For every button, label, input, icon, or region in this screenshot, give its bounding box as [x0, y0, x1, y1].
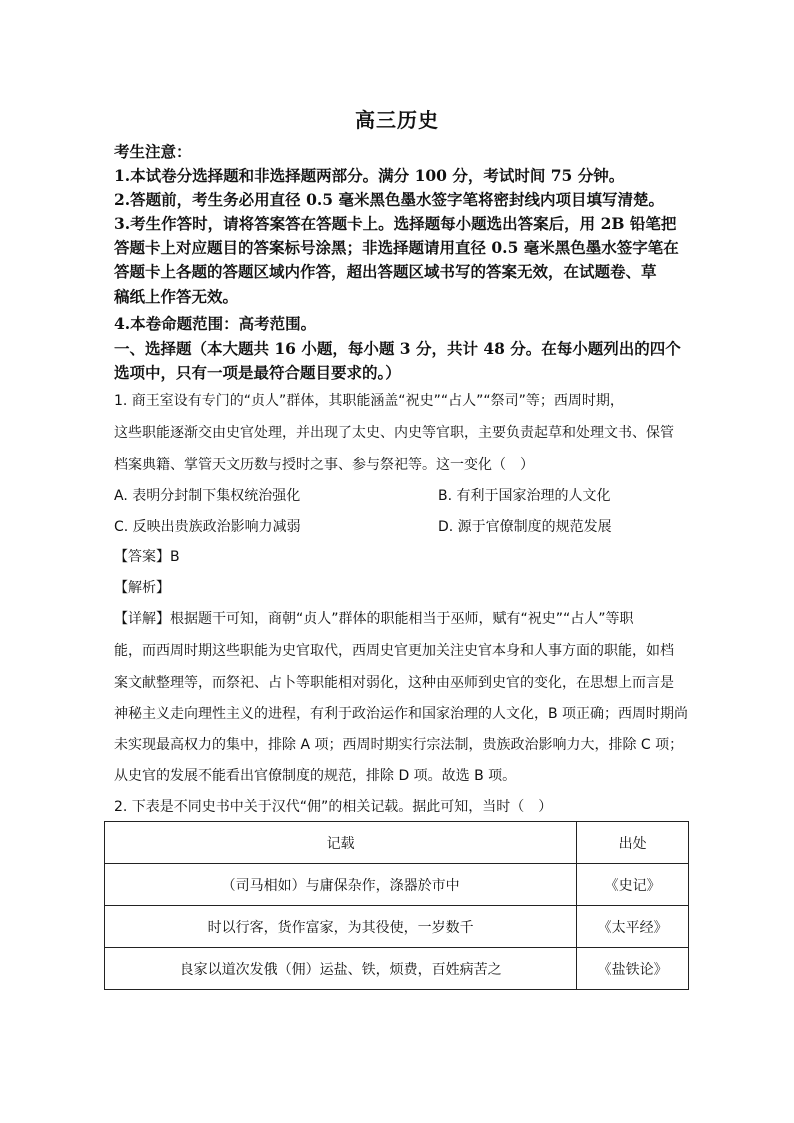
notice-line: 答题卡上各题的答题区域内作答，超出答题区域书写的答案无效，在试题卷、草	[114, 262, 657, 281]
table-header-row	[105, 822, 689, 864]
q1-detail-line: 能，而西周时期这些职能为史官取代，西周史官更加关注史官本身和人事方面的职能，如档	[114, 643, 674, 659]
table-cell-record: （司马相如）与庸保杂作，涤器於市中	[105, 864, 577, 906]
section-heading: 选项中，只有一项是最符合题目要求的。）	[114, 363, 401, 382]
table-cell-source: 《史记》	[577, 864, 689, 906]
table-row	[105, 864, 689, 906]
q1-option-b: B. 有利于国家治理的人文化	[438, 488, 611, 504]
table-cell-source: 《太平经》	[577, 906, 689, 948]
q1-analysis-label: 【解析】	[114, 580, 170, 596]
notice-line: 4.本卷命题范围：高考范围。	[114, 314, 317, 333]
q2-stem: 2. 下表是不同史书中关于汉代“佣”的相关记载。据此可知，当时（ ）	[114, 799, 553, 815]
notice-line: 答题卡上对应题目的答案标号涂黑；非选择题请用直径 0.5 毫米黑色墨水签字笔在	[114, 238, 679, 257]
notice-line: 稿纸上作答无效。	[114, 287, 239, 306]
table-header-cell: 出处	[577, 822, 689, 864]
q1-stem-line: 这些职能逐渐交由史官处理，并出现了太史、内史等官职，主要负责起草和处理文书、保管	[114, 425, 674, 441]
q1-stem-line: 档案典籍、掌管天文历数与授时之事、参与祭祀等。这一变化（ ）	[114, 457, 534, 473]
notice-line: 2.答题前，考生务必用直径 0.5 毫米黑色墨水签字笔将密封线内项目填写清楚。	[114, 190, 664, 209]
table-cell-source: 《盐铁论》	[577, 948, 689, 990]
table-cell-record: 良家以道次发俄（佣）运盐、铁，烦费，百姓病苦之	[105, 948, 577, 990]
q1-answer: 【答案】B	[114, 549, 180, 565]
q1-detail-line: 未实现最高权力的集中，排除 A 项；西周时期实行宗法制，贵族政治影响力大，排除 C 项；	[114, 737, 684, 753]
table-row	[105, 948, 689, 990]
notice-line: 3.考生作答时，请将答案答在答题卡上。选择题每小题选出答案后，用 2B 铅笔把	[114, 214, 677, 233]
q1-option-d: D. 源于官僚制度的规范发展	[438, 519, 612, 535]
notice-line: 1.本试卷分选择题和非选择题两部分。满分 100 分，考试时间 75 分钟。	[114, 166, 625, 185]
notice-heading: 考生注意：	[114, 142, 192, 161]
q1-detail-line: 案文献整理等，而祭祀、占卜等职能相对弱化，这种由巫师到史官的变化，在思想上而言是	[114, 675, 674, 691]
table-row	[105, 906, 689, 948]
q1-detail-line: 神秘主义走向理性主义的进程，有利于政治运作和国家治理的人文化，B 项正确；西周时期尚	[114, 706, 689, 722]
q1-option-a: A. 表明分封制下集权统治强化	[114, 488, 301, 504]
q1-stem-line: 1. 商王室设有专门的“贞人”群体，其职能涵盖“祝史”“占人”“祭司”等；西周时期，	[114, 393, 624, 409]
table-header-cell: 记载	[105, 822, 577, 864]
q1-detail-line: 从史官的发展不能看出官僚制度的规范，排除 D 项。故选 B 项。	[114, 768, 517, 784]
q1-option-c: C. 反映出贵族政治影响力减弱	[114, 519, 301, 535]
q1-detail-line: 【详解】根据题干可知，商朝“贞人”群体的职能相当于巫师，赋有“祝史”“占人”等职	[114, 611, 634, 627]
section-heading: 一、选择题（本大题共 16 小题，每小题 3 分，共计 48 分。在每小题列出的四个	[114, 339, 681, 358]
records-table	[104, 821, 689, 990]
table-cell-record: 时以行客，货作富家，为其役使，一岁数千	[105, 906, 577, 948]
page-title: 高三历史	[355, 108, 439, 132]
